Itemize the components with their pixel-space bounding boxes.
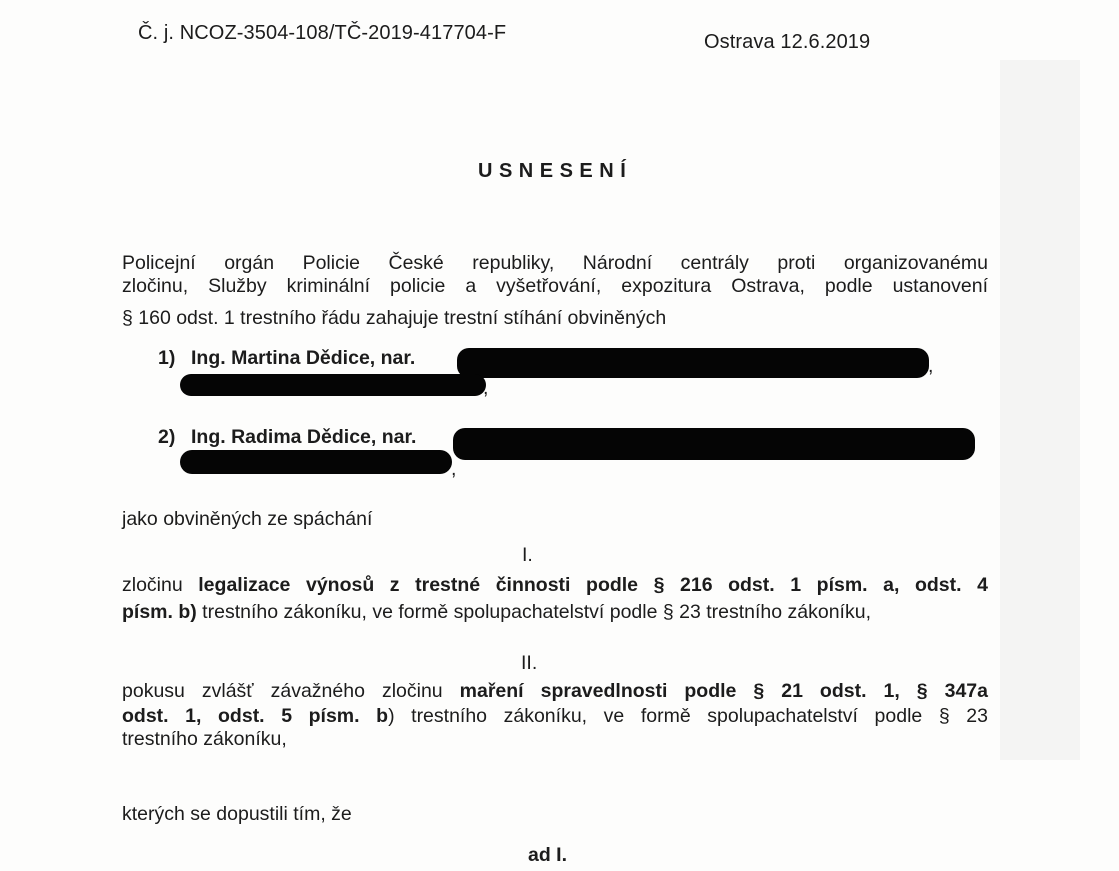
accused-2-comma: , xyxy=(451,458,457,480)
section-1-l2b: trestního zákoníku, ve formě spolupachatelství podle § 23 trestního zákoníku, xyxy=(196,601,871,623)
document-title: USNESENÍ xyxy=(478,160,633,182)
section-2-numeral: II. xyxy=(521,652,538,674)
section-2-l1b: maření spravedlnosti podle § 21 odst. 1, § 347a xyxy=(459,680,988,702)
section-2-l2b: ) trestního zákoníku, ve formě spolupachatelství podle § 23 xyxy=(388,705,988,727)
scan-shadow xyxy=(1000,60,1080,760)
redaction-bar xyxy=(180,450,452,474)
section-1-l1b: legalizace výnosů z trestné činnosti podle § 216 odst. 1 písm. a, odst. 4 xyxy=(198,574,988,596)
ad-heading: ad I. xyxy=(528,844,568,866)
section-1-l1a: zločinu xyxy=(122,574,199,596)
intro-line-3: § 160 odst. 1 trestního řádu zahajuje trestní stíhání obviněných xyxy=(122,307,667,329)
redaction-bar xyxy=(453,428,975,460)
case-reference: Č. j. NCOZ-3504-108/TČ-2019-417704-F xyxy=(138,22,507,44)
section-1-l2a: písm. b) xyxy=(122,601,197,623)
accused-1-comma-b: , xyxy=(483,377,489,399)
redaction-bar xyxy=(457,348,929,378)
section-2-l1a: pokusu zvlášť závažného zločinu xyxy=(122,680,460,702)
section-2-line-1 xyxy=(122,680,988,702)
section-1-numeral: I. xyxy=(522,544,533,566)
accused-1-comma-a: , xyxy=(928,355,934,377)
accused-1-name: Ing. Martina Dědice, nar. xyxy=(191,347,416,369)
section-2-l2a: odst. 1, odst. 5 písm. b xyxy=(122,705,389,727)
section-2-line-3: trestního zákoníku, xyxy=(122,728,287,750)
accused-2-number: 2) xyxy=(158,426,176,448)
intro-line-2: zločinu, Služby kriminální policie a vyšetřování, expozitura Ostrava, podle ustanovení xyxy=(122,275,988,297)
section-1-line-1 xyxy=(122,574,988,596)
section-2-line-2 xyxy=(122,705,988,727)
section-1-line-2 xyxy=(122,601,871,623)
place-date: Ostrava 12.6.2019 xyxy=(704,31,871,53)
accused-2-name: Ing. Radima Dědice, nar. xyxy=(191,426,417,448)
redaction-bar xyxy=(180,374,486,396)
which-text: kterých se dopustili tím, že xyxy=(122,803,352,825)
intro-line-1: Policejní orgán Policie České republiky, Národní centrály proti organizovanému xyxy=(122,252,988,274)
as-accused-text: jako obviněných ze spáchání xyxy=(122,508,373,530)
accused-1-number: 1) xyxy=(158,347,176,369)
